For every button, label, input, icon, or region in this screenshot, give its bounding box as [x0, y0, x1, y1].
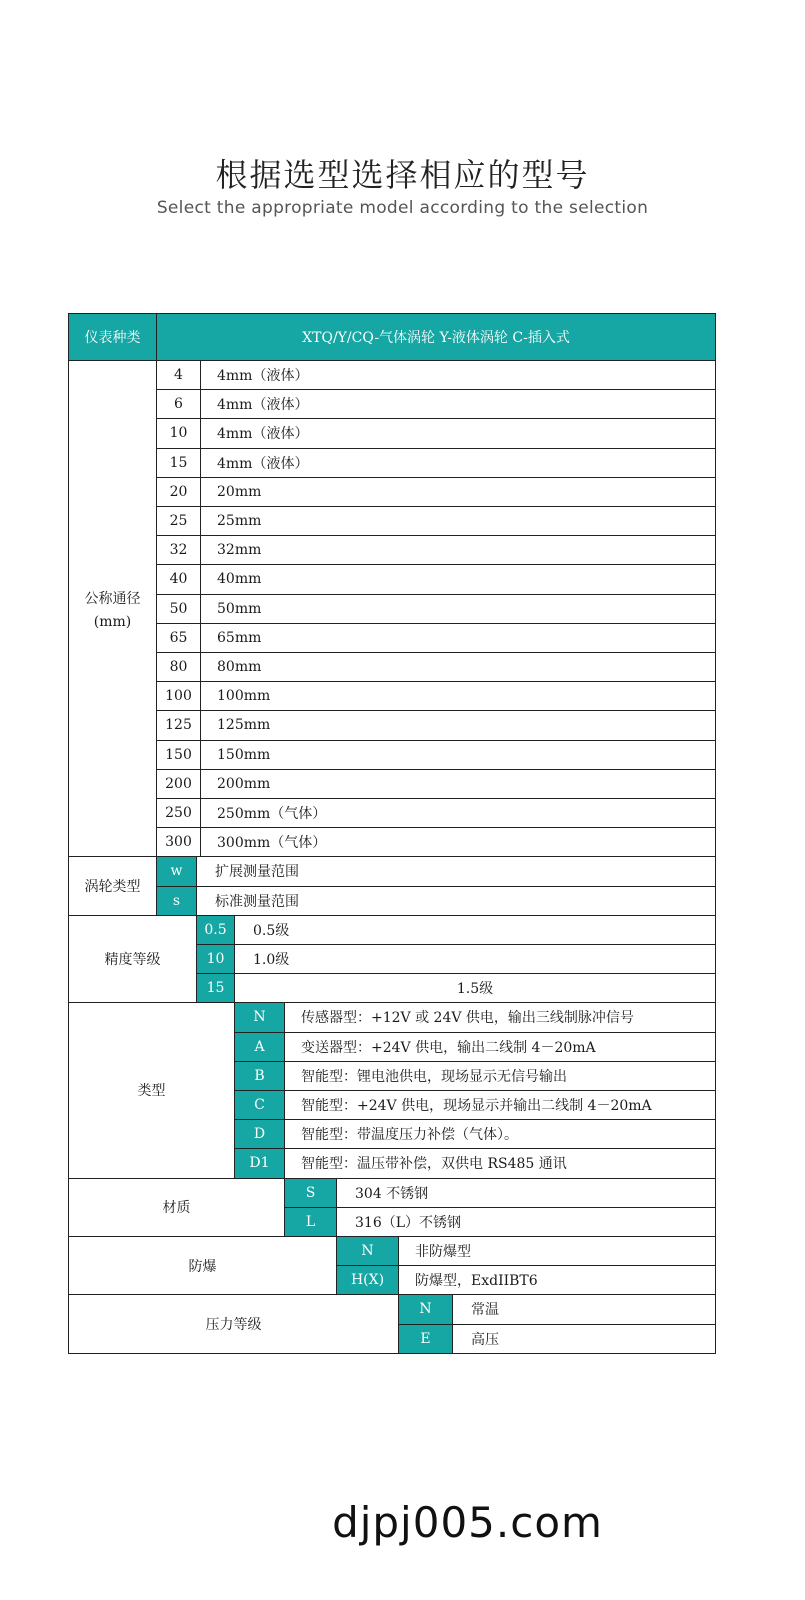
explosion-code: N: [336, 1236, 399, 1266]
type-code: B: [234, 1061, 285, 1091]
explosion-desc: 防爆型，ExdIIBT6: [398, 1265, 716, 1295]
material-desc: 316（L）不锈钢: [336, 1207, 716, 1237]
diameter-desc: 4mm（液体）: [200, 360, 716, 390]
type-code: D: [234, 1119, 285, 1149]
material-code: L: [284, 1207, 337, 1237]
accuracy-desc: 1.5级: [234, 973, 716, 1003]
diameter-code: 25: [156, 506, 201, 536]
type-code: A: [234, 1032, 285, 1062]
type-desc: 变送器型：+24V 供电，输出二线制 4－20mA: [284, 1032, 716, 1062]
material-code: S: [284, 1178, 337, 1208]
pressure-desc: 常温: [452, 1294, 716, 1324]
diameter-code: 40: [156, 564, 201, 594]
diameter-code: 125: [156, 710, 201, 740]
diameter-code: 32: [156, 535, 201, 565]
diameter-desc: 20mm: [200, 477, 716, 507]
footer-domain: djpj005.com: [332, 1498, 603, 1547]
header-value: XTQ/Y/CQ-气体涡轮 Y-液体涡轮 C-插入式: [156, 313, 716, 361]
material-label: 材质: [68, 1178, 285, 1237]
pressure-label: 压力等级: [68, 1294, 399, 1353]
pressure-code: E: [398, 1324, 453, 1354]
diameter-desc: 80mm: [200, 652, 716, 682]
diameter-desc: 40mm: [200, 564, 716, 594]
diameter-code: 15: [156, 448, 201, 478]
diameter-label-line2: (mm): [93, 613, 132, 630]
diameter-code: 50: [156, 594, 201, 624]
diameter-code: 20: [156, 477, 201, 507]
accuracy-code: 15: [196, 973, 235, 1003]
diameter-code: 300: [156, 827, 201, 857]
diameter-desc: 4mm（液体）: [200, 448, 716, 478]
diameter-desc: 50mm: [200, 594, 716, 624]
diameter-desc: 125mm: [200, 710, 716, 740]
pressure-desc: 高压: [452, 1324, 716, 1354]
diameter-desc: 65mm: [200, 623, 716, 653]
type-desc: 智能型：温压带补偿，双供电 RS485 通讯: [284, 1148, 716, 1178]
diameter-code: 250: [156, 798, 201, 828]
pressure-code: N: [398, 1294, 453, 1324]
diameter-desc: 250mm（气体）: [200, 798, 716, 828]
turbine-desc: 标准测量范围: [196, 886, 716, 916]
diameter-code: 200: [156, 769, 201, 799]
type-desc: 智能型：锂电池供电，现场显示无信号输出: [284, 1061, 716, 1091]
diameter-label: [68, 360, 157, 857]
diameter-desc: 25mm: [200, 506, 716, 536]
explosion-desc: 非防爆型: [398, 1236, 716, 1266]
diameter-code: 100: [156, 681, 201, 711]
turbine-label: 涡轮类型: [68, 856, 157, 915]
type-code: D1: [234, 1148, 285, 1178]
diameter-desc: 100mm: [200, 681, 716, 711]
diameter-desc: 4mm（液体）: [200, 389, 716, 419]
diameter-label-line1: 公称通径: [84, 590, 141, 607]
diameter-code: 10: [156, 418, 201, 448]
diameter-desc: 32mm: [200, 535, 716, 565]
header-label: 仪表种类: [68, 313, 157, 361]
page-subtitle: Select the appropriate model according to the selection: [156, 198, 649, 218]
accuracy-desc: 1.0级: [234, 944, 716, 974]
accuracy-code: 0.5: [196, 915, 235, 945]
diameter-code: 4: [156, 360, 201, 390]
turbine-code: w: [156, 856, 197, 886]
diameter-desc: 4mm（液体）: [200, 418, 716, 448]
accuracy-code: 10: [196, 944, 235, 974]
diameter-code: 65: [156, 623, 201, 653]
diameter-code: 6: [156, 389, 201, 419]
turbine-desc: 扩展测量范围: [196, 856, 716, 886]
page-title: 根据选型选择相应的型号: [215, 156, 590, 194]
type-desc: 智能型：带温度压力补偿（气体）。: [284, 1119, 716, 1149]
accuracy-label: 精度等级: [68, 915, 197, 1004]
diameter-code: 80: [156, 652, 201, 682]
explosion-code: H(X): [336, 1265, 399, 1295]
type-code: N: [234, 1002, 285, 1032]
accuracy-desc: 0.5级: [234, 915, 716, 945]
diameter-desc: 300mm（气体）: [200, 827, 716, 857]
type-code: C: [234, 1090, 285, 1120]
material-desc: 304 不锈钢: [336, 1178, 716, 1208]
diameter-desc: 150mm: [200, 740, 716, 770]
diameter-desc: 200mm: [200, 769, 716, 799]
diameter-code: 150: [156, 740, 201, 770]
type-label: 类型: [68, 1002, 235, 1178]
type-desc: 传感器型：+12V 或 24V 供电，输出三线制脉冲信号: [284, 1002, 716, 1032]
turbine-code: s: [156, 886, 197, 916]
explosion-label: 防爆: [68, 1236, 337, 1295]
type-desc: 智能型：+24V 供电，现场显示并输出二线制 4－20mA: [284, 1090, 716, 1120]
